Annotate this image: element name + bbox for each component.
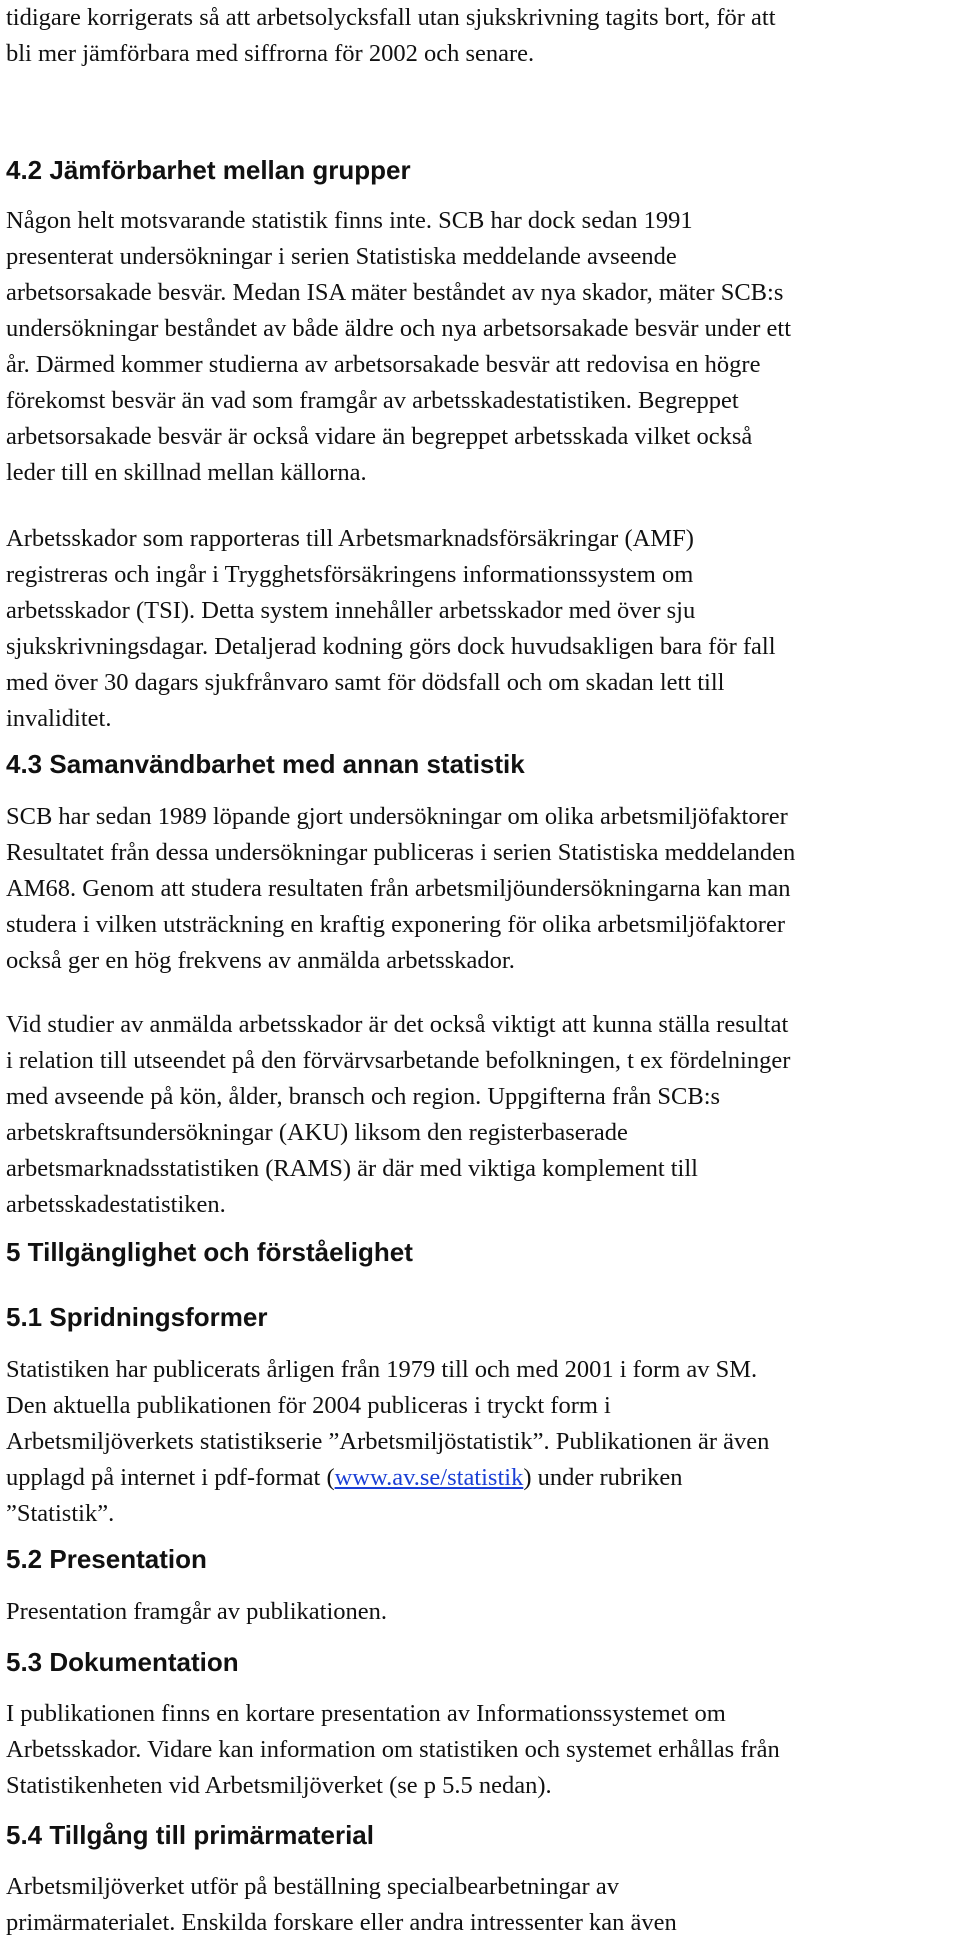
text-line: studera i vilken utsträckning en kraftig exponering för olika arbetsmiljöfaktorer [6, 911, 785, 938]
statistics-web-link[interactable]: www.av.se/statistik [334, 1464, 524, 1491]
text-line: SCB har sedan 1989 löpande gjort undersökningar om olika arbetsmiljöfaktorer [6, 803, 788, 830]
text-line: också ger en hög frekvens av anmälda arbetsskador. [6, 947, 515, 974]
text-line: I publikationen finns en kortare presentation av Informationssystemet om [6, 1700, 726, 1727]
text-line: Arbetsmiljöverkets statistikserie ”Arbetsmiljöstatistik”. Publikationen är även [6, 1428, 770, 1455]
text-fragment: ) under rubriken [523, 1464, 683, 1491]
paragraph-population-comparison [6, 1007, 790, 1223]
text-line: primärmaterialet. Enskilda forskare eller andra intressenter kan även [6, 1909, 677, 1936]
text-line: år. Därmed kommer studierna av arbetsorsakade besvär att redovisa en högre [6, 351, 761, 378]
text-line: arbetsorsakade besvär är också vidare än begreppet arbetsskada vilket också [6, 423, 753, 450]
text-line: Statistiken har publicerats årligen från 1979 till och med 2001 i form av SM. [6, 1356, 758, 1383]
section-heading-5-2: 5.2 Presentation [6, 1544, 207, 1574]
text-line: bli mer jämförbara med siffrorna för 2002 och senare. [6, 40, 535, 67]
text-line: Statistikenheten vid Arbetsmiljöverket (se p 5.5 nedan). [6, 1772, 552, 1799]
text-line: med över 30 dagars sjukfrånvaro samt för dödsfall och om skadan lett till [6, 669, 725, 696]
text-line: undersökningar beståndet av både äldre och nya arbetsorsakade besvär under ett [6, 315, 792, 342]
section-heading-5: 5 Tillgänglighet och förståelighet [6, 1237, 413, 1267]
paragraph-intro-continuation [6, 0, 776, 72]
text-line: sjukskrivningsdagar. Detaljerad kodning görs dock huvudsakligen bara för fall [6, 633, 776, 660]
paragraph-comparability [6, 203, 791, 491]
text-line: AM68. Genom att studera resultaten från arbetsmiljöundersökningarna kan man [6, 875, 791, 902]
paragraph-presentation [6, 1594, 387, 1630]
paragraph-distribution [6, 1352, 769, 1532]
paragraph-documentation [6, 1696, 780, 1804]
paragraph-scb-surveys [6, 799, 795, 979]
text-line: ”Statistik”. [6, 1500, 115, 1527]
text-line: arbetsorsakade besvär. Medan ISA mäter beståndet av nya skador, mäter SCB:s [6, 279, 784, 306]
paragraph-primary-material [6, 1869, 677, 1941]
text-line: tidigare korrigerats så att arbetsolycksfall utan sjukskrivning tagits bort, för att [6, 4, 776, 31]
text-line: invaliditet. [6, 705, 112, 732]
section-heading-4-3: 4.3 Samanvändbarhet med annan statistik [6, 749, 525, 779]
text-line: Arbetsskador. Vidare kan information om statistiken och systemet erhållas från [6, 1736, 780, 1763]
text-line: i relation till utseendet på den förvärvsarbetande befolkningen, t ex fördelninger [6, 1047, 791, 1074]
text-line: registreras och ingår i Trygghetsförsäkringens informationssystem om [6, 561, 694, 588]
text-line: Den aktuella publikationen för 2004 publiceras i tryckt form i [6, 1392, 611, 1419]
section-heading-5-1: 5.1 Spridningsformer [6, 1302, 268, 1332]
paragraph-amf-tsi [6, 521, 776, 737]
text-line: med avseende på kön, ålder, bransch och region. Uppgifterna från SCB:s [6, 1083, 721, 1110]
text-line: Resultatet från dessa undersökningar publiceras i serien Statistiska meddelanden [6, 839, 796, 866]
text-line: Vid studier av anmälda arbetsskador är det också viktigt att kunna ställa resultat [6, 1011, 789, 1038]
section-heading-5-4: 5.4 Tillgång till primärmaterial [6, 1820, 374, 1850]
text-line: förekomst besvär än vad som framgår av arbetsskadestatistiken. Begreppet [6, 387, 739, 414]
text-line: Någon helt motsvarande statistik finns inte. SCB har dock sedan 1991 [6, 207, 693, 234]
text-line: Arbetsmiljöverket utför på beställning specialbearbetningar av [6, 1873, 619, 1900]
text-line: arbetskraftsundersökningar (AKU) liksom den registerbaserade [6, 1119, 628, 1146]
text-fragment: upplagd på internet i pdf-format ( [6, 1464, 335, 1491]
text-line: arbetsskador (TSI). Detta system innehåller arbetsskador med över sju [6, 597, 696, 624]
text-line: presenterat undersökningar i serien Statistiska meddelande avseende [6, 243, 677, 270]
text-line: Presentation framgår av publikationen. [6, 1598, 387, 1625]
section-heading-5-3: 5.3 Dokumentation [6, 1647, 239, 1677]
text-line: leder till en skillnad mellan källorna. [6, 459, 367, 486]
text-line: Arbetsskador som rapporteras till Arbetsmarknadsförsäkringar (AMF) [6, 525, 694, 552]
text-line [6, 1460, 769, 1496]
text-line: arbetsskadestatistiken. [6, 1191, 226, 1218]
text-line: arbetsmarknadsstatistiken (RAMS) är där med viktiga komplement till [6, 1155, 698, 1182]
section-heading-4-2: 4.2 Jämförbarhet mellan grupper [6, 155, 411, 185]
